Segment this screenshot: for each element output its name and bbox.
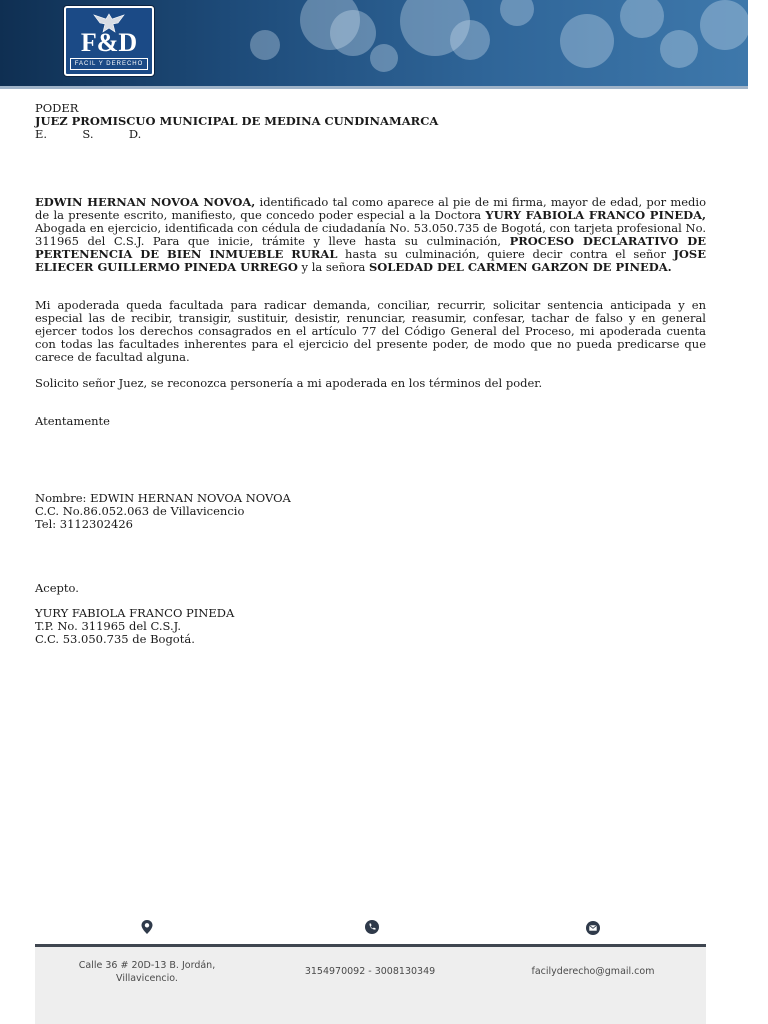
paragraph-faculties: [35, 299, 706, 364]
signer-id: C.C. No.86.052.063 de Villavicencio: [35, 504, 245, 518]
acceptance-label: Acepto.: [35, 581, 79, 595]
footer-address: [65, 959, 229, 985]
closing: Atentamente: [35, 414, 110, 428]
grantor-name: EDWIN HERNAN NOVOA NOVOA,: [35, 195, 256, 209]
document-heading: [35, 102, 706, 141]
request-text: Solicito señor Juez, se reconozca personería a mi apoderada en los términos del poder.: [35, 376, 543, 390]
document-type: PODER: [35, 101, 79, 115]
location-pin-icon: [139, 919, 155, 935]
company-logo: [64, 6, 154, 76]
defendant-1: JOSE ELIECER GUILLERMO PINEDA URREGO: [35, 247, 706, 274]
email-icon: [585, 920, 601, 936]
footer-phones: 3154970092 - 3008130349: [304, 966, 436, 977]
footer-icons: [0, 918, 768, 938]
p1-text-3: hasta su culminación, quiere decir contra el señor: [337, 247, 674, 261]
acceptor-cc: C.C. 53.050.735 de Bogotá.: [35, 632, 195, 646]
signer-phone: Tel: 3112302426: [35, 517, 133, 531]
acceptance-block: [35, 607, 706, 646]
defendant-2: SOLEDAD DEL CARMEN GARZON DE PINEDA.: [368, 260, 672, 274]
faculties-text: Mi apoderada queda facultada para radicar demanda, conciliar, recurrir, solicitar sentencia anticipada y en especial las de recibir, transigir, sustituir, desistir, renunciar, reasumir, confesar, tachar de falso y en general ejercer todos los derechos consagrados en el artículo 77 del Código General del Proceso, mi apoderada cuenta con todas las facultades inherentes para el ejercicio del presente poder, de modo que no pueda predicarse que carece de facultad alguna.: [35, 298, 706, 364]
paragraph-request: [35, 377, 706, 390]
p1-text-1: identificado tal como aparece al pie de mi firma, mayor de edad, por medio de la presente escrito, manifiesto, que concedo poder especial a la Doctora: [35, 195, 706, 222]
phone-icon: [364, 919, 380, 935]
p1-text-2: Abogada en ejercicio, identificada con cédula de ciudadanía No. 53.050.735 de Bogotá, con tarjeta profesional No. 311965 del C.S.J. Para que inicie, trámite y lleve hasta su culminación,: [35, 221, 706, 248]
signature-block: [35, 492, 706, 531]
footer-address-line2: Villavicencio.: [116, 973, 178, 984]
esd-s: S.: [82, 127, 94, 141]
footer-email[interactable]: facilyderecho@gmail.com: [531, 966, 655, 977]
signer-name: Nombre: EDWIN HERNAN NOVOA NOVOA: [35, 491, 291, 505]
addressee: JUEZ PROMISCUO MUNICIPAL DE MEDINA CUNDINAMARCA: [35, 114, 439, 128]
p1-text-4: y la señora: [297, 260, 369, 274]
attorney-name: YURY FABIOLA FRANCO PINEDA,: [485, 208, 706, 222]
header-banner: [0, 0, 748, 89]
process-name: PROCESO DECLARATIVO DE PERTENENCIA DE BIEN INMUEBLE RURAL: [35, 234, 706, 261]
acceptor-name: YURY FABIOLA FRANCO PINEDA: [35, 606, 235, 620]
footer-contact: [35, 947, 706, 1024]
acceptor-tp: T.P. No. 311965 del C.S.J.: [35, 619, 182, 633]
esd-e: E.: [35, 127, 48, 141]
esd-d: D.: [128, 127, 142, 141]
paragraph-poder: [35, 196, 706, 274]
esd-line: [35, 128, 706, 141]
footer-address-line1: Calle 36 # 20D-13 B. Jordán,: [78, 960, 216, 971]
logo-letters: F&D: [80, 28, 138, 57]
logo-tagline: FACIL Y DERECHO: [70, 58, 148, 70]
